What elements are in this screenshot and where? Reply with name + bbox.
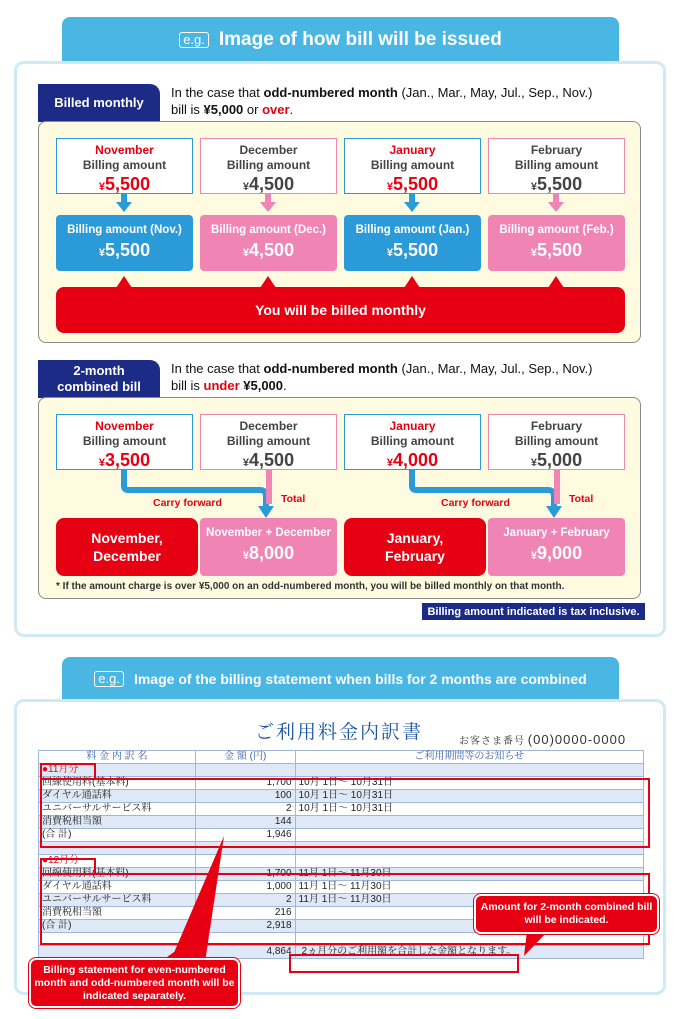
table-row-grand-total: 4,864 2ヵ月分のご利用額を合計した金額となります。	[39, 946, 644, 959]
monthly-month-card-nov: November Billing amount ¥5,500	[56, 138, 193, 194]
combined-month-card-nov: November Billing amount ¥3,500	[56, 414, 193, 470]
combined-sum-jan-feb: January + February ¥9,000	[488, 518, 625, 576]
monthly-month-card-feb: February Billing amount ¥5,500	[488, 138, 625, 194]
table-header-row: 料 金 内 訳 名 金 額 (円) ご利用期間等のお知らせ	[39, 751, 644, 764]
combined-month-card-feb: February Billing amount ¥5,000	[488, 414, 625, 470]
table-row: 消費税相当額 216	[39, 907, 644, 920]
billed-monthly-result: You will be billed monthly	[56, 287, 625, 333]
section2-title: Image of the billing statement when bills for 2 months are combined	[133, 671, 587, 687]
combined-group-jan-feb: January, February	[344, 518, 486, 576]
monthly-bill-card-nov: Billing amount (Nov.) ¥5,500	[56, 215, 193, 271]
combined-group-nov-dec: November, December	[56, 518, 198, 576]
table-row: ダイヤル通話料 1,000 11月 1日〜 11月30日	[39, 881, 644, 894]
table-row: 回線使用料(基本料) 1,700 10月 1日〜 10月31日	[39, 777, 644, 790]
eg-badge: e.g.	[179, 32, 209, 48]
combined-description: In the case that odd-numbered month (Jan., Mar., May, Jul., Sep., Nov.) bill is under ¥5,000.	[171, 361, 593, 393]
table-row: (合 計) 2,918	[39, 920, 644, 933]
tax-note-badge: Billing amount indicated is tax inclusive.	[422, 603, 645, 620]
monthly-description: In the case that odd-numbered month (Jan., Mar., May, Jul., Sep., Nov.) bill is ¥5,000 or over.	[171, 85, 593, 117]
section1-title: Image of how bill will be issued	[218, 29, 502, 50]
table-row: ユニバーサルサービス料 2 10月 1日〜 10月31日	[39, 803, 644, 816]
table-row: 消費税相当額 144	[39, 816, 644, 829]
month-marker-nov: ●11月分	[39, 764, 196, 777]
month-marker-dec: ●12月分	[39, 855, 196, 868]
table-row: ダイヤル通話料 100 10月 1日〜 10月31日	[39, 790, 644, 803]
monthly-bill-card-feb: Billing amount (Feb.) ¥5,500	[488, 215, 625, 271]
combined-footnote: * If the amount charge is over ¥5,000 on an odd-numbered month, you will be billed monthly on that month.	[56, 581, 565, 592]
combined-month-card-jan: January Billing amount ¥4,000	[344, 414, 481, 470]
callout-combined-amount: Amount for 2-month combined bill will be indicated.	[474, 894, 659, 934]
monthly-bill-card-dec: Billing amount (Dec.) ¥4,500	[200, 215, 337, 271]
eg-badge: e.g.	[94, 671, 124, 687]
combined-month-card-dec: December Billing amount ¥4,500	[200, 414, 337, 470]
monthly-month-card-dec: December Billing amount ¥4,500	[200, 138, 337, 194]
total-label-2: Total	[569, 493, 594, 505]
table-row: (合 計) 1,946	[39, 829, 644, 842]
combined-sum-nov-dec: November + December ¥8,000	[200, 518, 337, 576]
table-row: ユニバーサルサービス料 2 11月 1日〜 11月30日	[39, 894, 644, 907]
carry-forward-label-1: Carry forward	[153, 497, 222, 509]
callout-separate-statements: Billing statement for even-numbered month and odd-numbered month will be indicated separately.	[29, 958, 240, 1008]
table-row: 回線使用料(基本料) 1,700 11月 1日〜 11月30日	[39, 868, 644, 881]
total-label-1: Total	[281, 493, 306, 505]
combined-bill-tag: 2-month combined bill	[38, 360, 160, 398]
statement-title: ご利用料金内訳書	[255, 722, 424, 743]
carry-forward-label-2: Carry forward	[441, 497, 510, 509]
monthly-bill-card-jan: Billing amount (Jan.) ¥5,500	[344, 215, 481, 271]
billed-monthly-tag: Billed monthly	[38, 84, 160, 122]
monthly-month-card-jan: January Billing amount ¥5,500	[344, 138, 481, 194]
customer-number: お客さま番号 (00)0000-0000	[459, 732, 627, 747]
